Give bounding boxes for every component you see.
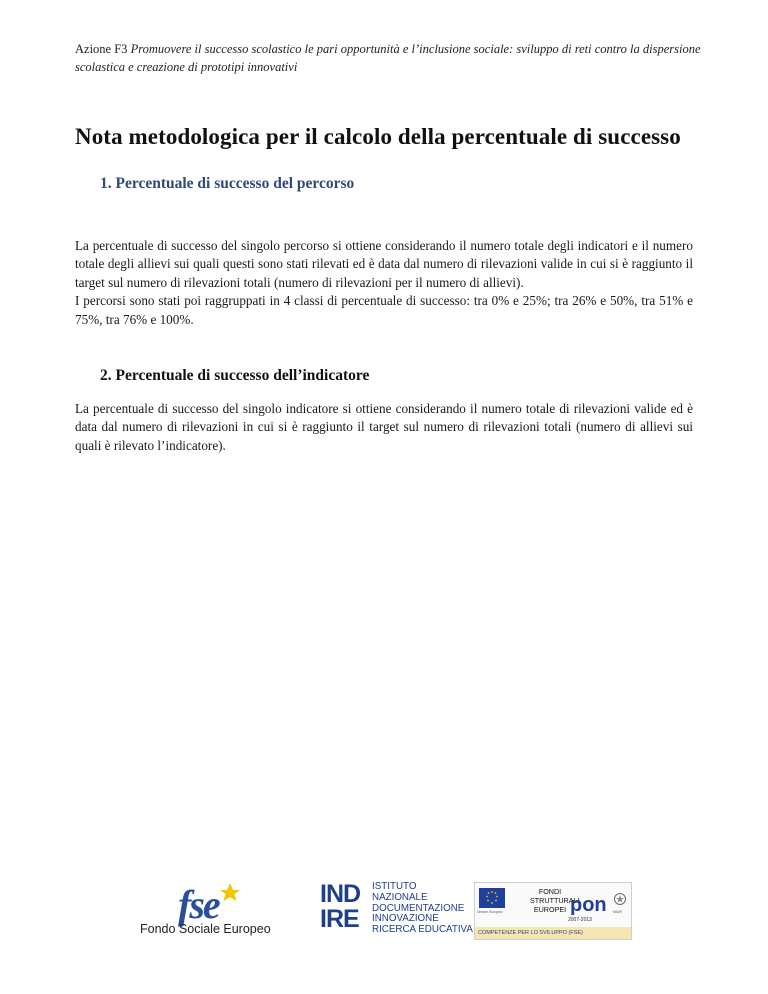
section-1-body — [75, 237, 693, 329]
pon-band: COMPETENZE PER LO SVILUPPO (FSE) — [475, 927, 631, 939]
fse-star-icon — [220, 883, 240, 901]
document-title: Nota metodologica per il calcolo della percentuale di successo — [75, 124, 681, 149]
indire-mark — [320, 882, 366, 932]
section-1-heading: 1. Percentuale di successo del percorso — [100, 175, 355, 192]
footer-logos — [0, 880, 768, 960]
pon-mark — [570, 885, 610, 919]
section-2-paragraph-1: La percentuale di successo del singolo indicatore si ottiene considerando il numero totale di rilevazioni valide ed è data dal numero di rilevazioni in cui si è raggiunto il target sul numero di rilevazioni totali (numero di allievi sui quali è rilevato l’indicatore). — [75, 401, 693, 453]
fse-caption: Fondo Sociale Europeo — [140, 922, 271, 936]
fse-logo-mark: fse — [178, 882, 219, 927]
indire-line: NAZIONALE — [372, 891, 428, 903]
indire-text — [372, 882, 473, 936]
italy-emblem-icon — [613, 891, 627, 909]
indire-mark-top: IND — [320, 880, 361, 908]
pon-logo-text: pon — [570, 894, 607, 916]
indire-line: ISTITUTO — [372, 881, 417, 892]
indire-line: RICERCA EDUCATIVA — [372, 924, 473, 936]
fondi-line: FONDI — [538, 887, 562, 896]
fondi-line: STRUTTURALI — [530, 896, 580, 905]
eu-flag-icon — [479, 888, 505, 908]
emblem-caption: MIUR — [613, 910, 622, 914]
section-1-paragraph-2: I percorsi sono stati poi raggruppati in 4 classi di percentuale di successo: tra 0% e 25%; tra 26% e 50%, tra 51% e 75%, tra 76% e 100%. — [75, 293, 693, 327]
indire-line: DOCUMENTAZIONE — [372, 902, 465, 914]
pon-logo — [474, 882, 632, 940]
page-header — [75, 40, 705, 76]
section-1-paragraph-1: La percentuale di successo del singolo percorso si ottiene considerando il numero totale degli indicatori e il numero totale degli allievi sui quali questi sono stati rilevati ed è data dal numero di rilevazioni valide in cui si è raggiunto il target sul numero di rilevazioni totali (numero di rilevazioni per il numero di allievi). — [75, 238, 693, 290]
fondi-line: EUROPEI — [533, 905, 567, 914]
indire-line: INNOVAZIONE — [372, 913, 439, 925]
eu-flag-caption: Unione Europea — [477, 910, 503, 914]
header-italic: Promuovere il successo scolastico le pari opportunità e l’inclusione sociale: sviluppo di reti contro la dispersione scolastica e creazione di prototipi innovativi — [75, 42, 701, 74]
indire-mark-bottom: IRE — [320, 905, 359, 933]
pon-years: 2007-2013 — [568, 917, 592, 923]
section-2-body — [75, 400, 693, 455]
fondi-strutturali-text — [530, 887, 580, 914]
header-lead: Azione F3 — [75, 42, 131, 56]
section-2-heading: 2. Percentuale di successo dell’indicatore — [100, 367, 370, 384]
